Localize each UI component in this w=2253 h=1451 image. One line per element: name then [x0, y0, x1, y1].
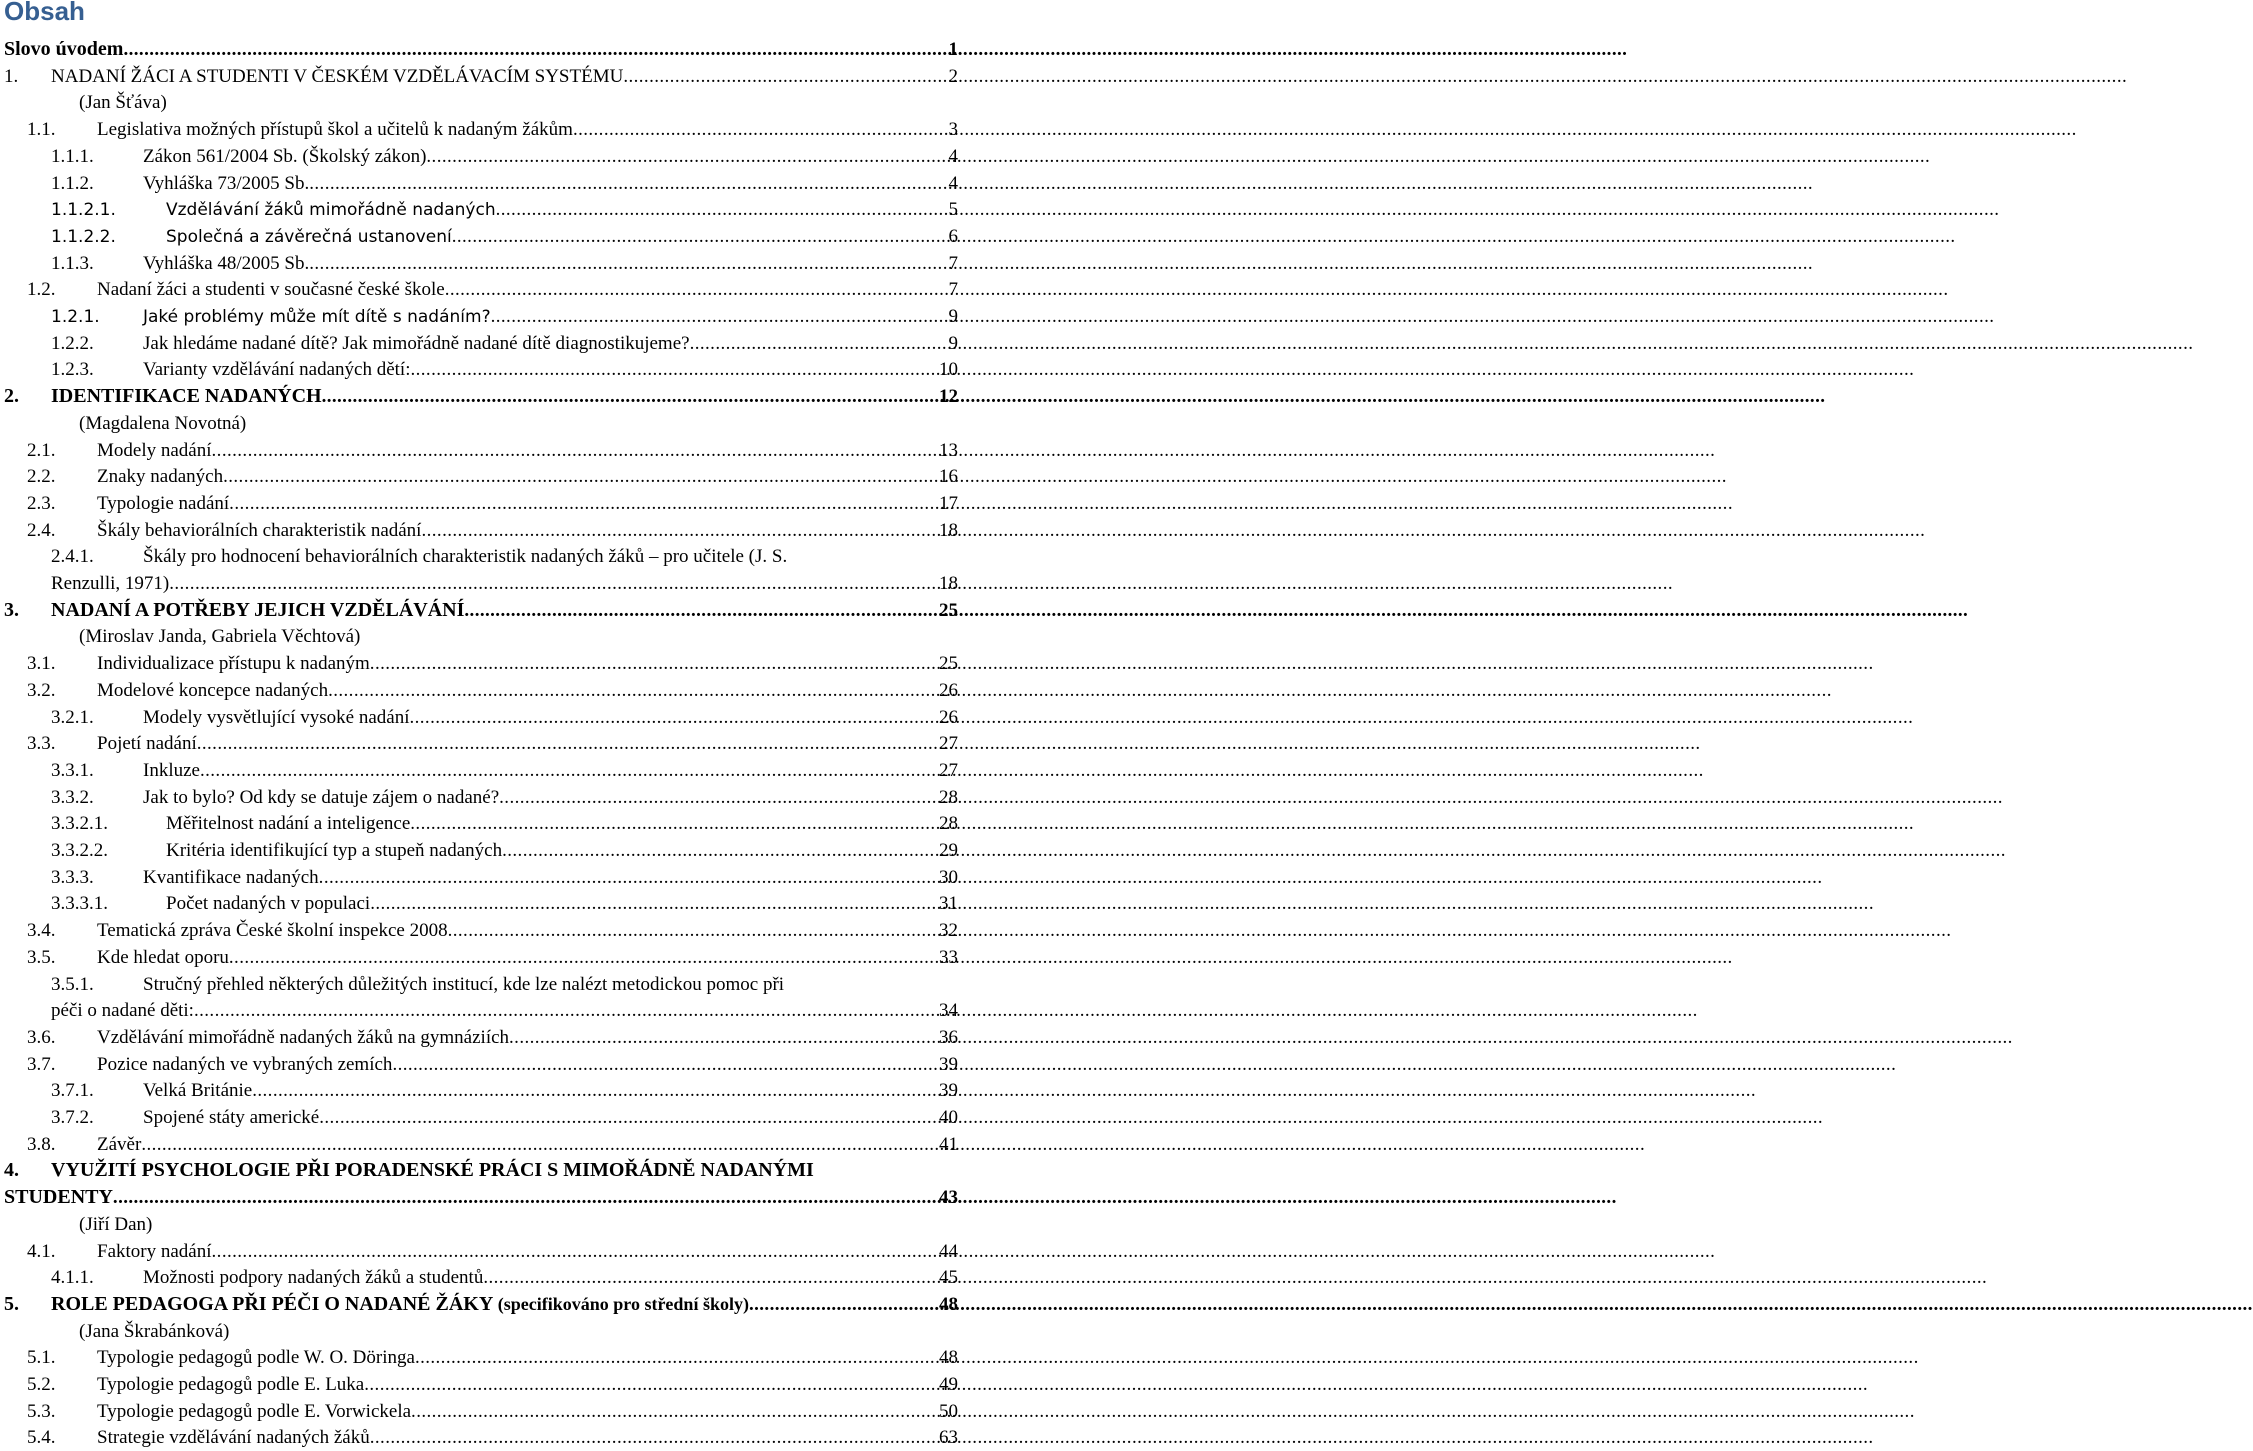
toc-entry[interactable]: [27, 1238, 958, 1265]
toc-entry[interactable]: [27, 116, 958, 143]
section-author: (Jan Šťáva): [79, 92, 167, 113]
toc-entry-title-text: VYUŽITÍ PSYCHOLOGIE PŘI PORADENSKÉ PRÁCI S MIMOŘÁDNĚ NADANÝMI: [51, 1159, 814, 1181]
toc-entry[interactable]: [4, 383, 958, 410]
toc-leader-dots: [113, 1184, 938, 1211]
toc-leader-dots: [370, 1424, 938, 1451]
toc-entry[interactable]: [27, 1344, 958, 1371]
toc-entry-number: 1.1.2.1.: [51, 200, 116, 220]
toc-entry-title: [97, 1371, 364, 1398]
toc-entry-number: 3.8.: [27, 1134, 56, 1155]
toc-leader-dots: [212, 1238, 938, 1265]
toc-entry-page: 49: [939, 1374, 958, 1395]
toc-entry[interactable]: [27, 1398, 958, 1425]
toc-entry-page: 12: [939, 386, 958, 407]
toc-entry[interactable]: [27, 1024, 958, 1051]
toc-entry-number: 2.3.: [27, 493, 56, 514]
toc-entry-title-text: Typologie pedagogů podle W. O. Döringa: [97, 1347, 415, 1368]
toc-entry-number: 3.7.2.: [51, 1107, 94, 1128]
toc-entry-page: 1: [948, 39, 958, 60]
toc-entry-page: 4: [948, 173, 958, 194]
toc-leader-dots: [623, 63, 947, 90]
toc-entry-number: 2.1.: [27, 440, 56, 461]
toc-leader-dots: [123, 36, 947, 63]
toc-leader-dots: [496, 196, 948, 223]
toc-entry-title: [143, 250, 309, 277]
toc-entry-page: 39: [939, 1054, 958, 1075]
toc-leader-dots: [464, 597, 938, 624]
toc-entry-title: [97, 517, 421, 544]
toc-entry[interactable]: [51, 143, 958, 170]
toc-entry-title-text: Možnosti podpory nadaných žáků a studentů: [143, 1267, 484, 1288]
toc-leader-dots: [421, 517, 938, 544]
toc-entry-page: 7: [948, 279, 958, 300]
toc-entry-number: 4.1.1.: [51, 1267, 94, 1288]
toc-entry-title-text: Nadaní žáci a studenti v současné české škole: [97, 279, 445, 300]
toc-entry-page: 48: [939, 1294, 958, 1315]
toc-entry-number: 3.3.2.: [51, 787, 94, 808]
toc-entry-title: [97, 650, 370, 677]
toc-entry[interactable]: [27, 490, 958, 517]
toc-entry[interactable]: [51, 223, 958, 250]
toc-leader-dots: [229, 944, 938, 971]
toc-entry-title-text: Vzdělávání žáků mimořádně nadaných: [166, 200, 496, 220]
toc-entry-title: [97, 730, 197, 757]
toc-entry-number: 3.2.1.: [51, 707, 94, 728]
toc-entry-title: [143, 304, 491, 331]
toc-entry-title-text: Modelové koncepce nadaných: [97, 680, 329, 701]
toc-entry-title: [143, 757, 200, 784]
toc-entry-page: 27: [939, 760, 958, 781]
toc-leader-dots: [426, 143, 947, 170]
toc-entry[interactable]: [27, 1051, 958, 1078]
toc-leader-dots: [370, 650, 938, 677]
toc-leader-dots: [194, 997, 938, 1024]
toc-leader-dots: [229, 490, 938, 517]
toc-entry-title-text: Legislativa možných přístupů škol a učitelů k nadaným žákům: [97, 119, 573, 140]
toc-leader-dots: [328, 677, 938, 704]
toc-entry[interactable]: [51, 543, 788, 570]
toc-entry-number: 1.2.1.: [51, 307, 100, 327]
toc-leader-dots: [169, 570, 938, 597]
toc-entry-page: 30: [939, 867, 958, 888]
toc-entry-page: 43: [939, 1187, 958, 1208]
toc-leader-dots: [319, 864, 938, 891]
toc-entry-number: 3.3.3.1.: [51, 893, 108, 914]
toc-entry-page: 41: [939, 1134, 958, 1155]
toc-entry-page: 9: [948, 333, 958, 354]
toc-entry-title: [97, 1024, 509, 1051]
toc-entry-title: [97, 917, 448, 944]
toc-entry-page: 16: [939, 466, 958, 487]
toc-entry[interactable]: [27, 437, 958, 464]
toc-leader-dots: [445, 276, 948, 303]
toc-entry-page: 48: [939, 1347, 958, 1368]
toc-entry-title: [97, 677, 328, 704]
toc-entry[interactable]: [51, 704, 958, 731]
toc-entry[interactable]: [27, 1424, 958, 1451]
toc-entry-title: [51, 383, 322, 410]
toc-entry-title-text: Zákon 561/2004 Sb. (Školský zákon): [143, 146, 427, 167]
toc-entry-page: 26: [939, 707, 958, 728]
toc-entry-number: 4.: [4, 1159, 19, 1181]
toc-entry-page: 32: [939, 920, 958, 941]
toc-leader-dots: [200, 757, 938, 784]
toc-entry-number: 3.2.: [27, 680, 56, 701]
toc-entry-title-text: Pojetí nadání: [97, 733, 197, 754]
toc-entry-title-text: Počet nadaných v populaci: [166, 893, 371, 914]
toc-leader-dots: [197, 730, 938, 757]
toc-entry-number: 2.2.: [27, 466, 56, 487]
toc-leader-dots: [309, 170, 947, 197]
toc-entry[interactable]: [51, 837, 958, 864]
toc-entry-number: 3.6.: [27, 1027, 56, 1048]
toc-entry-page: 33: [939, 947, 958, 968]
toc-entry-number: 1.1.: [27, 119, 56, 140]
toc-entry-title: [97, 463, 223, 490]
toc-entry-title: [97, 1238, 212, 1265]
toc-entry-title: [97, 1051, 392, 1078]
toc-entry-title: [166, 224, 452, 251]
toc-entry-title-text: Jak hledáme nadané dítě? Jak mimořádně nadané dítě diagnostikujeme?: [143, 333, 690, 354]
toc-entry-title-text: NADANÍ ŽÁCI A STUDENTI V ČESKÉM VZDĚLÁVACÍM SYSTÉMU: [51, 66, 624, 87]
toc-entry-title-text: Škály behaviorálních charakteristik nadání: [97, 520, 422, 541]
toc-entry-page: 27: [939, 733, 958, 754]
toc-entry-page: 45: [939, 1267, 958, 1288]
toc-entry-title-text: Stručný přehled některých důležitých institucí, kde lze nalézt metodickou pomoc při: [143, 974, 785, 995]
toc-leader-dots: [415, 1344, 938, 1371]
page-title: Obsah: [4, 0, 85, 26]
toc-leader-dots: [392, 1051, 938, 1078]
toc-entry-title: [51, 1157, 814, 1184]
toc-entry-title: [4, 1184, 113, 1211]
toc-entry-title: [143, 971, 784, 998]
toc-entry-title: [143, 784, 499, 811]
toc-leader-dots: [370, 890, 938, 917]
toc-entry-title: [166, 837, 502, 864]
toc-entry-title: [143, 330, 690, 357]
toc-entry[interactable]: [51, 303, 958, 330]
toc-entry[interactable]: [4, 1291, 958, 1318]
toc-entry-title-text: Závěr: [97, 1134, 142, 1155]
toc-entry-number: 1.2.: [27, 279, 56, 300]
toc-entry-number: 2.: [4, 385, 19, 407]
toc-entry-page: 29: [939, 840, 958, 861]
toc-entry-title-text: péči o nadané děti:: [51, 1000, 194, 1021]
toc-entry[interactable]: [27, 650, 958, 677]
toc-entry[interactable]: [4, 1157, 815, 1184]
toc-leader-dots: [409, 704, 938, 731]
toc-leader-dots: [690, 330, 948, 357]
toc-entry-title: [97, 1344, 415, 1371]
toc-entry-title: [97, 1424, 370, 1451]
toc-entry-page: 18: [939, 520, 958, 541]
toc-entry-page: 39: [939, 1080, 958, 1101]
toc-entry-page: 63: [939, 1427, 958, 1448]
toc-entry[interactable]: [51, 330, 958, 357]
toc-entry-number: 1.1.2.2.: [51, 227, 116, 247]
toc-leader-dots: [411, 1398, 938, 1425]
toc-entry-title-text: Spojené státy americké: [143, 1107, 320, 1128]
toc-entry-title-text: STUDENTY: [4, 1186, 113, 1208]
toc-entry-title-text: Varianty vzdělávání nadaných dětí:: [143, 359, 411, 380]
toc-entry-page: 40: [939, 1107, 958, 1128]
toc-entry[interactable]: [4, 1184, 958, 1211]
toc-leader-dots: [141, 1131, 938, 1158]
toc-entry-title-text: Měřitelnost nadání a inteligence: [166, 813, 411, 834]
toc-entry[interactable]: [51, 1264, 958, 1291]
toc-entry[interactable]: [27, 730, 958, 757]
toc-entry-number: 3.3.2.2.: [51, 840, 108, 861]
toc-entry-title-text: Faktory nadání: [97, 1241, 212, 1262]
toc-entry[interactable]: [27, 1371, 958, 1398]
toc-entry-title: [143, 543, 787, 570]
toc-entry-number: 3.4.: [27, 920, 56, 941]
toc-leader-dots: [364, 1371, 938, 1398]
toc-entry-page: 50: [939, 1401, 958, 1422]
section-author: (Miroslav Janda, Gabriela Věchtová): [79, 626, 361, 647]
toc-entry-title: [97, 276, 445, 303]
toc-entry-number: 3.5.: [27, 947, 56, 968]
toc-entry[interactable]: [51, 890, 958, 917]
toc-entry-title-text: Kvantifikace nadaných: [143, 867, 319, 888]
toc-entry-title-text: IDENTIFIKACE NADANÝCH: [51, 385, 322, 407]
toc-leader-dots: [319, 1104, 938, 1131]
toc-entry-title: [51, 63, 623, 90]
toc-entry[interactable]: [27, 1131, 958, 1158]
toc-entry-title: [97, 1398, 411, 1425]
toc-entry-title: [143, 143, 426, 170]
toc-entry-title-text: Typologie pedagogů podle E. Vorwickela: [97, 1401, 412, 1422]
toc-leader-dots: [491, 303, 948, 330]
toc-entry-title: [166, 197, 496, 224]
toc-entry-number: 3.3.1.: [51, 760, 94, 781]
toc-entry-title-text: Vyhláška 48/2005 Sb.: [143, 253, 310, 274]
toc-leader-dots: [410, 810, 938, 837]
toc-entry[interactable]: [27, 917, 958, 944]
toc-entry-number: 5.4.: [27, 1427, 56, 1448]
toc-entry-page: 36: [939, 1027, 958, 1048]
toc-entry-title-text: Modely vysvětlující vysoké nadání: [143, 707, 410, 728]
toc-entry[interactable]: [51, 250, 958, 277]
toc-entry[interactable]: [27, 944, 958, 971]
toc-entry-number: 3.: [4, 599, 19, 621]
toc-leader-dots: [322, 383, 938, 410]
toc-leader-dots: [448, 917, 938, 944]
toc-entry[interactable]: [51, 810, 958, 837]
toc-entry-title-text: Modely nadání: [97, 440, 212, 461]
toc-entry-number: 1.1.3.: [51, 253, 94, 274]
toc-entry-page: 28: [939, 813, 958, 834]
toc-entry-number: 1.1.1.: [51, 146, 94, 167]
toc-entry-title-text: Slovo úvodem: [4, 38, 124, 60]
toc-entry[interactable]: [27, 276, 958, 303]
toc-leader-dots: [509, 1024, 938, 1051]
toc-leader-dots: [410, 356, 938, 383]
toc-entry-title-text: Renzulli, 1971): [51, 573, 170, 594]
toc-leader-dots: [502, 837, 938, 864]
toc-entry-page: 26: [939, 680, 958, 701]
toc-entry-title-text: NADANÍ A POTŘEBY JEJICH VZDĚLÁVÁNÍ: [51, 599, 465, 621]
toc-entry-title-text: Typologie nadání: [97, 493, 230, 514]
toc-entry[interactable]: [51, 757, 958, 784]
toc-entry-title: [51, 997, 194, 1024]
section-author: (Jiří Dan): [79, 1214, 153, 1235]
toc-leader-dots: [499, 784, 938, 811]
toc-leader-dots: [483, 1264, 938, 1291]
toc-entry[interactable]: [51, 196, 958, 223]
toc-entry-page: 31: [939, 893, 958, 914]
toc-entry[interactable]: [51, 784, 958, 811]
toc-entry[interactable]: [27, 677, 958, 704]
toc-leader-dots: [573, 116, 948, 143]
toc-entry[interactable]: [51, 864, 958, 891]
toc-entry-page: 2: [948, 66, 958, 87]
toc-entry-title: [97, 944, 229, 971]
toc-entry-number: 5.2.: [27, 1374, 56, 1395]
toc-entry-number: 3.7.1.: [51, 1080, 94, 1101]
toc-entry-title: [143, 1264, 483, 1291]
toc-entry-number: 3.3.: [27, 733, 56, 754]
toc-entry-number: 1.2.3.: [51, 359, 94, 380]
toc-entry-number: 5.1.: [27, 1347, 56, 1368]
toc-entry-page: 5: [948, 199, 958, 220]
toc-entry-title: [143, 356, 410, 383]
toc-leader-dots: [309, 250, 947, 277]
toc-entry-title: [51, 570, 169, 597]
toc-entry-number: 5.: [4, 1293, 19, 1315]
toc-leader-dots: [223, 463, 938, 490]
toc-entry[interactable]: [51, 1104, 958, 1131]
toc-entry-title-text: Typologie pedagogů podle E. Luka: [97, 1374, 365, 1395]
toc-entry-title-text: Jaké problémy může mít dítě s nadáním?: [143, 307, 491, 327]
toc-entry[interactable]: [4, 63, 958, 90]
toc-entry-number: 2.4.: [27, 520, 56, 541]
toc-entry-title-text: Vyhláška 73/2005 Sb.: [143, 173, 310, 194]
toc-entry-page: 25: [939, 653, 958, 674]
toc-entry-title: [97, 490, 229, 517]
toc-entry-title-text: Jak to bylo? Od kdy se datuje zájem o nadané?: [143, 787, 500, 808]
toc-entry-page: 25: [939, 600, 958, 621]
toc-entry-number: 1.2.2.: [51, 333, 94, 354]
toc-entry-title-text: ROLE PEDAGOGA PŘI PÉČI O NADANÉ ŽÁKY: [51, 1293, 494, 1315]
toc-entry-title-text: Tematická zpráva České školní inspekce 2008: [97, 920, 448, 941]
toc-entry-page: 7: [948, 253, 958, 274]
toc-entry[interactable]: [27, 463, 958, 490]
toc-entry[interactable]: [51, 997, 958, 1024]
toc-entry-page: 9: [948, 306, 958, 327]
section-author: (Jana Škrabánková): [79, 1321, 230, 1342]
toc-entry-title-text: Pozice nadaných ve vybraných zemích: [97, 1054, 393, 1075]
toc-entry-title-text: Vzdělávání mimořádně nadaných žáků na gymnáziích: [97, 1027, 510, 1048]
toc-entry[interactable]: [51, 170, 958, 197]
toc-entry-title: [4, 36, 123, 63]
toc-entry[interactable]: [4, 36, 958, 63]
toc-entry-number: 4.1.: [27, 1241, 56, 1262]
toc-entry[interactable]: [51, 971, 785, 998]
toc-entry-title-text: Velká Británie: [143, 1080, 253, 1101]
toc-leader-dots: [452, 223, 948, 250]
toc-entry[interactable]: [51, 1077, 958, 1104]
toc-entry-page: 4: [948, 146, 958, 167]
toc-entry[interactable]: [51, 356, 958, 383]
toc-entry-title: [97, 116, 573, 143]
toc-entry-number: 3.1.: [27, 653, 56, 674]
toc-entry-number: 3.5.1.: [51, 974, 94, 995]
toc-leader-dots: [212, 437, 938, 464]
toc-entry-title: [143, 1104, 319, 1131]
toc-entry-title: [143, 170, 309, 197]
toc-entry-title-text: Společná a závěrečná ustanovení: [166, 227, 452, 247]
toc-entry-title: [143, 864, 319, 891]
toc-entry-title: [97, 1131, 141, 1158]
toc-entry[interactable]: [4, 597, 958, 624]
toc-entry-page: 6: [948, 226, 958, 247]
toc-entry-title-text: Individualizace přístupu k nadaným: [97, 653, 370, 674]
toc-entry-page: 18: [939, 573, 958, 594]
toc-entry-title: [51, 597, 464, 624]
toc-entry-number: 1.: [4, 66, 19, 87]
toc-entry-number: 1.1.2.: [51, 173, 94, 194]
toc-entry-title-text: Strategie vzdělávání nadaných žáků: [97, 1427, 370, 1448]
toc-entry-page: 10: [939, 359, 958, 380]
toc-entry-number: 3.3.3.: [51, 867, 94, 888]
toc-entry-title: [143, 1077, 252, 1104]
toc-entry-page: 34: [939, 1000, 958, 1021]
toc-entry[interactable]: [51, 570, 958, 597]
toc-entry-title: [97, 437, 212, 464]
toc-entry-title: [166, 810, 410, 837]
toc-entry-title-text: Inkluze: [143, 760, 200, 781]
section-author: (Magdalena Novotná): [79, 413, 247, 434]
toc-leader-dots: [749, 1291, 938, 1318]
toc-entry-number: 3.3.2.1.: [51, 813, 108, 834]
toc-entry-title-text: Znaky nadaných: [97, 466, 224, 487]
toc-entry-title-text: Kritéria identifikující typ a stupeň nadaných: [166, 840, 503, 861]
toc-entry-title: [166, 890, 370, 917]
toc-entry[interactable]: [27, 517, 958, 544]
toc-entry-title-text: Kde hledat oporu: [97, 947, 229, 968]
toc-page: [0, 0, 960, 1450]
toc-entry-page: 13: [939, 440, 958, 461]
toc-entry-number: 2.4.1.: [51, 546, 94, 567]
toc-entry-title: [143, 704, 409, 731]
toc-leader-dots: [252, 1077, 938, 1104]
toc-entry-title: [51, 1291, 749, 1318]
toc-entry-number: 5.3.: [27, 1401, 56, 1422]
toc-entry-title-text: Škály pro hodnocení behaviorálních charakteristik nadaných žáků – pro učitele (J. S.: [143, 546, 788, 567]
toc-entry-page: 44: [939, 1241, 958, 1262]
toc-entry-title-suffix: (specifikováno pro střední školy): [493, 1294, 749, 1314]
toc-entry-number: 3.7.: [27, 1054, 56, 1075]
toc-entry-page: 17: [939, 493, 958, 514]
toc-entry-page: 28: [939, 787, 958, 808]
toc-entry-page: 3: [948, 119, 958, 140]
